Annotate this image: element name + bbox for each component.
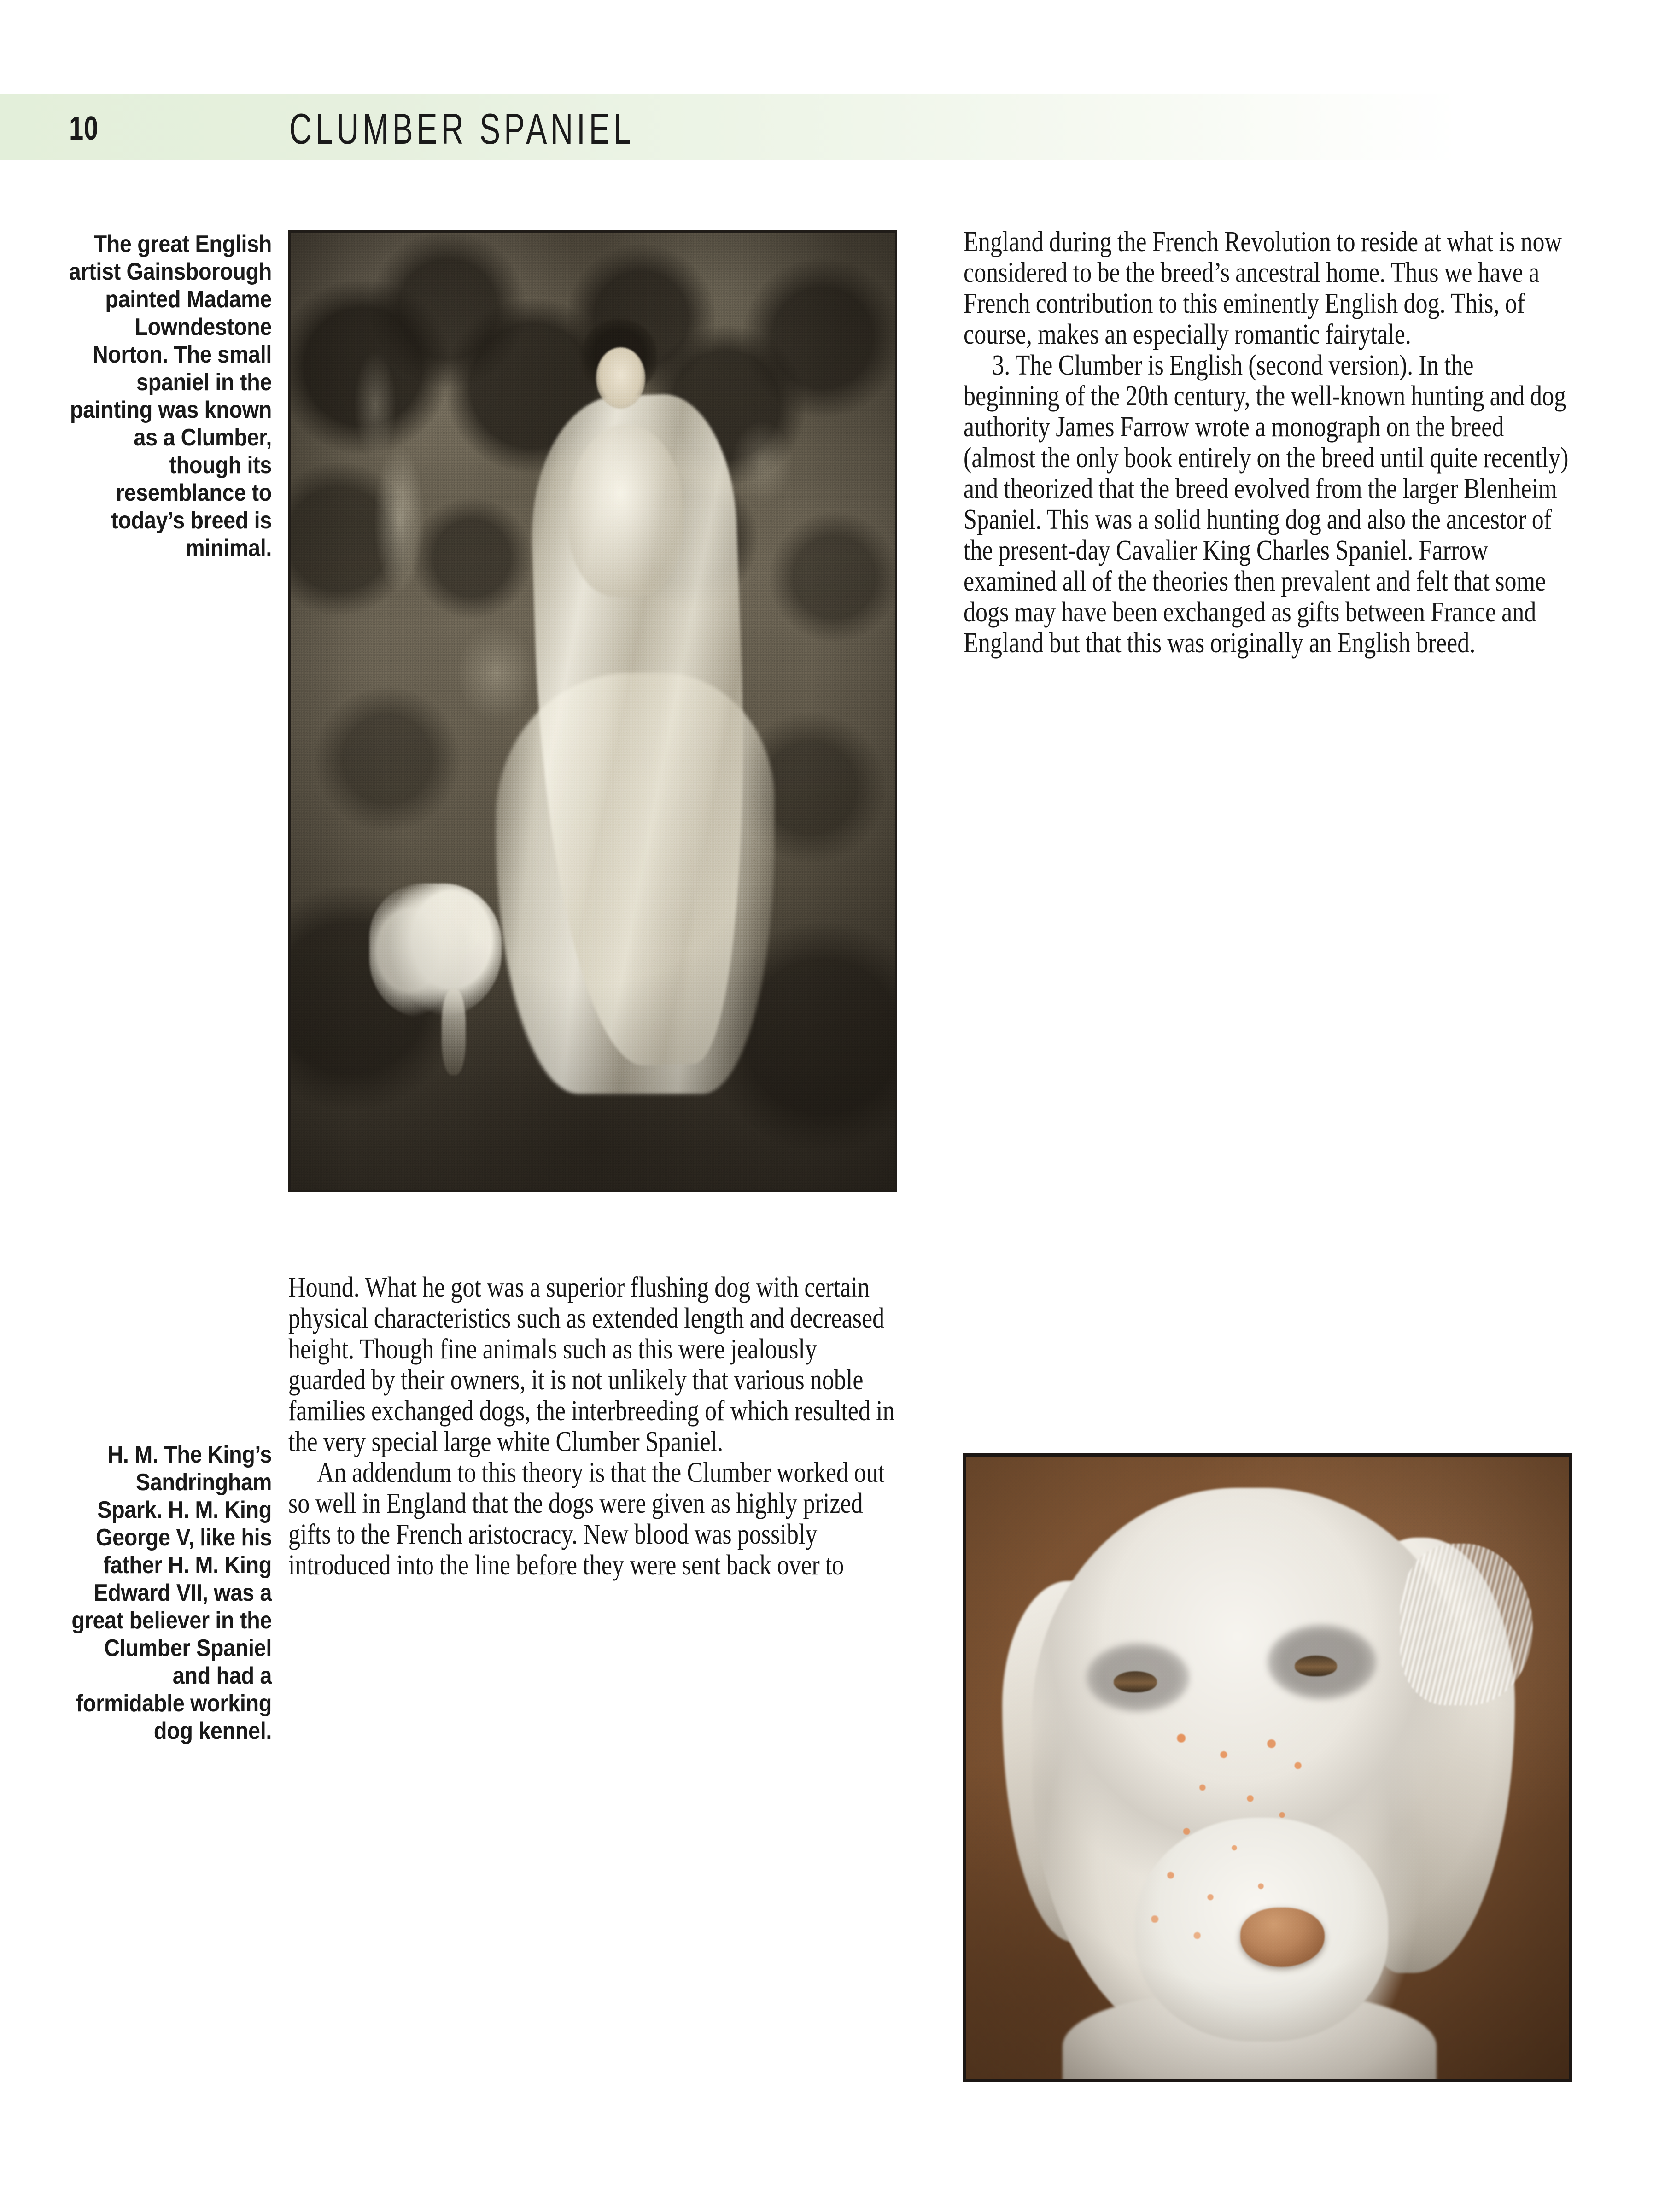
paragraph: Hound. What he got was a superior flushing dog with certain physical characteristics such as extended length and decreased height. Though fine animals such as this were jealously guarded by their owners, it is not unlikely that various noble families exchanged dogs, the interbreeding of which resulted in the very special large white Clumber Spaniel. — [288, 1272, 895, 1457]
body-text-right-column — [964, 227, 1574, 659]
running-header-band — [0, 94, 1659, 160]
caption-sandringham-spark: H. M. The King’s Sandringham Spark. H. M. King George V, like his father H. M. King Edward VII, was a great believer in the Clumber Spaniel and had a formidable working dog kennel. — [71, 1441, 272, 1744]
paragraph: 3. The Clumber is English (second version). In the beginning of the 20th century, the well-known hunting and dog authority James Farrow wrote a monograph on the breed (almost the only book entirely on the breed until quite recently) and theorized that the breed evolved from the larger Blenheim Spaniel. This was a solid hunting dog and also the ancestor of the present-day Cavalier King Charles Spaniel. Farrow examined all of the theories then prevalent and felt that some dogs may have been exchanged as gifts between France and England but that this was originally an English breed. — [964, 350, 1569, 659]
clumber-spaniel-portrait-figure — [963, 1453, 1572, 2082]
portrait-vignette — [966, 1457, 1569, 2079]
running-head-title: CLUMBER SPANIEL — [289, 105, 635, 153]
caption-gainsborough-painting: The great English artist Gainsborough painted Madame Lowndestone Norton. The small spaniel in the painting was known as a Clumber, though its resemblance to today’s breed is minimal. — [69, 231, 272, 562]
gainsborough-painting-figure — [288, 230, 897, 1192]
page-number: 10 — [69, 110, 99, 147]
painting-vignette — [291, 233, 895, 1190]
paragraph: An addendum to this theory is that the Clumber worked out so well in England that the dogs were given as highly prized gifts to the French aristocracy. New blood was possibly introduced into the line before they were sent back over to — [288, 1457, 885, 1581]
body-text-center-column — [288, 1272, 897, 1581]
paragraph: England during the French Revolution to reside at what is now considered to be the breed’s ancestral home. Thus we have a French contribution to this eminently English dog. This, of course, makes an especially romantic fairytale. — [964, 226, 1562, 350]
